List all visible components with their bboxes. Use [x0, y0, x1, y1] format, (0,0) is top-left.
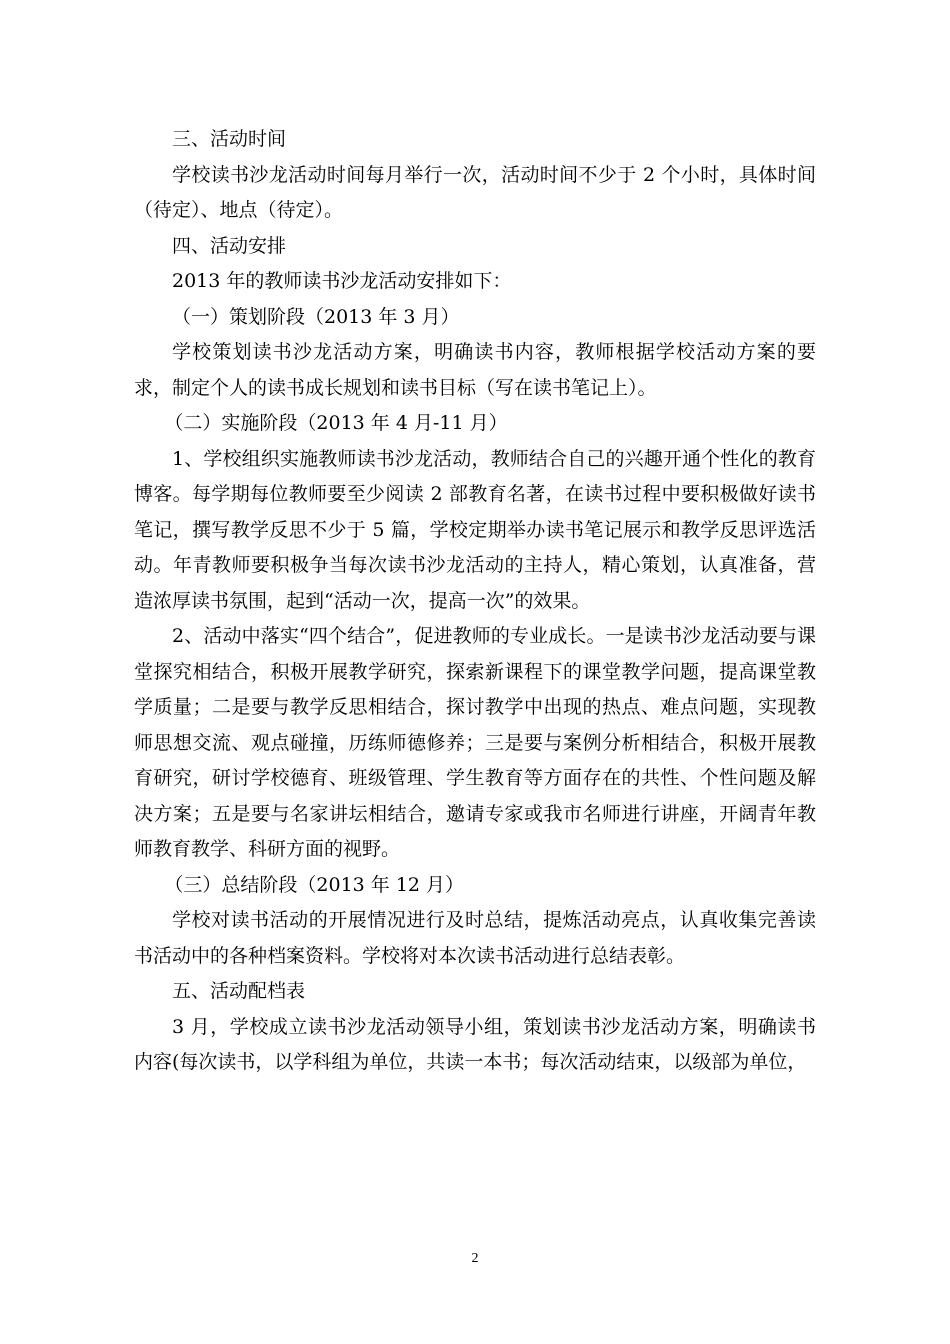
subheading-implementation-stage: （二）实施阶段（2013 年 4 月-11 月）	[164, 412, 508, 434]
section-heading-activity-time: 三、活动时间	[172, 128, 287, 150]
paragraph-schedule-intro: 2013 年的教师读书沙龙活动安排如下：	[172, 270, 512, 292]
paragraph-activity-time: 学校读书沙龙活动时间每月举行一次，活动时间不少于 2 个小时，具体时间（待定）、地点（待定）。	[134, 163, 816, 221]
section-heading-activity-schedule: 四、活动安排	[172, 234, 287, 257]
document-body	[134, 122, 816, 1081]
paragraph-implementation-1: 1、学校组织实施教师读书沙龙活动，教师结合自己的兴趣开通个性化的教育博客。每学期每位教师要至少阅读 2 部教育名著，在读书过程中要积极做好读书笔记，撰写教学反思不少于 5 篇，学校定期举办读书笔记展示和教学反思评选活动。年青教师要积极争当每次读书沙龙活动的主持人，精心策划，认真准备，营造浓厚读书氛围，起到“活动一次，提高一次”的效果。	[134, 447, 816, 612]
section-heading-schedule-table: 五、活动配档表	[172, 980, 306, 1002]
paragraph-planning-stage: 学校策划读书沙龙活动方案，明确读书内容，教师根据学校活动方案的要求，制定个人的读书成长规划和读书目标（写在读书笔记上）。	[134, 341, 816, 399]
paragraph-schedule-march: 3 月，学校成立读书沙龙活动领导小组，策划读书沙龙活动方案，明确读书内容(每次读书，以学科组为单位，共读一本书；每次活动结束，以级部为单位，	[134, 1015, 816, 1073]
subheading-summary-stage: （三）总结阶段（2013 年 12 月）	[164, 873, 465, 896]
subheading-planning-stage: （一）策划阶段（2013 年 3 月）	[172, 305, 460, 328]
paragraph-summary-stage: 学校对读书活动的开展情况进行及时总结，提炼活动亮点，认真收集完善读书活动中的各种档案资料。学校将对本次读书活动进行总结表彰。	[134, 909, 816, 967]
paragraph-implementation-2: 2、活动中落实“四个结合”，促进教师的专业成长。一是读书沙龙活动要与课堂探究相结合，积极开展教学研究，探索新课程下的课堂教学问题，提高课堂教学质量；二是要与教学反思相结合，探讨教学中出现的热点、难点问题，实现教师思想交流、观点碰撞，历练师德修养；三是要与案例分析相结合，积极开展教育研究，研讨学校德育、班级管理、学生教育等方面存在的共性、个性问题及解决方案；五是要与名家讲坛相结合，邀请专家或我市名师进行讲座，开阔青年教师教育教学、科研方面的视野。	[134, 625, 816, 860]
page-number: 2	[471, 1251, 479, 1266]
